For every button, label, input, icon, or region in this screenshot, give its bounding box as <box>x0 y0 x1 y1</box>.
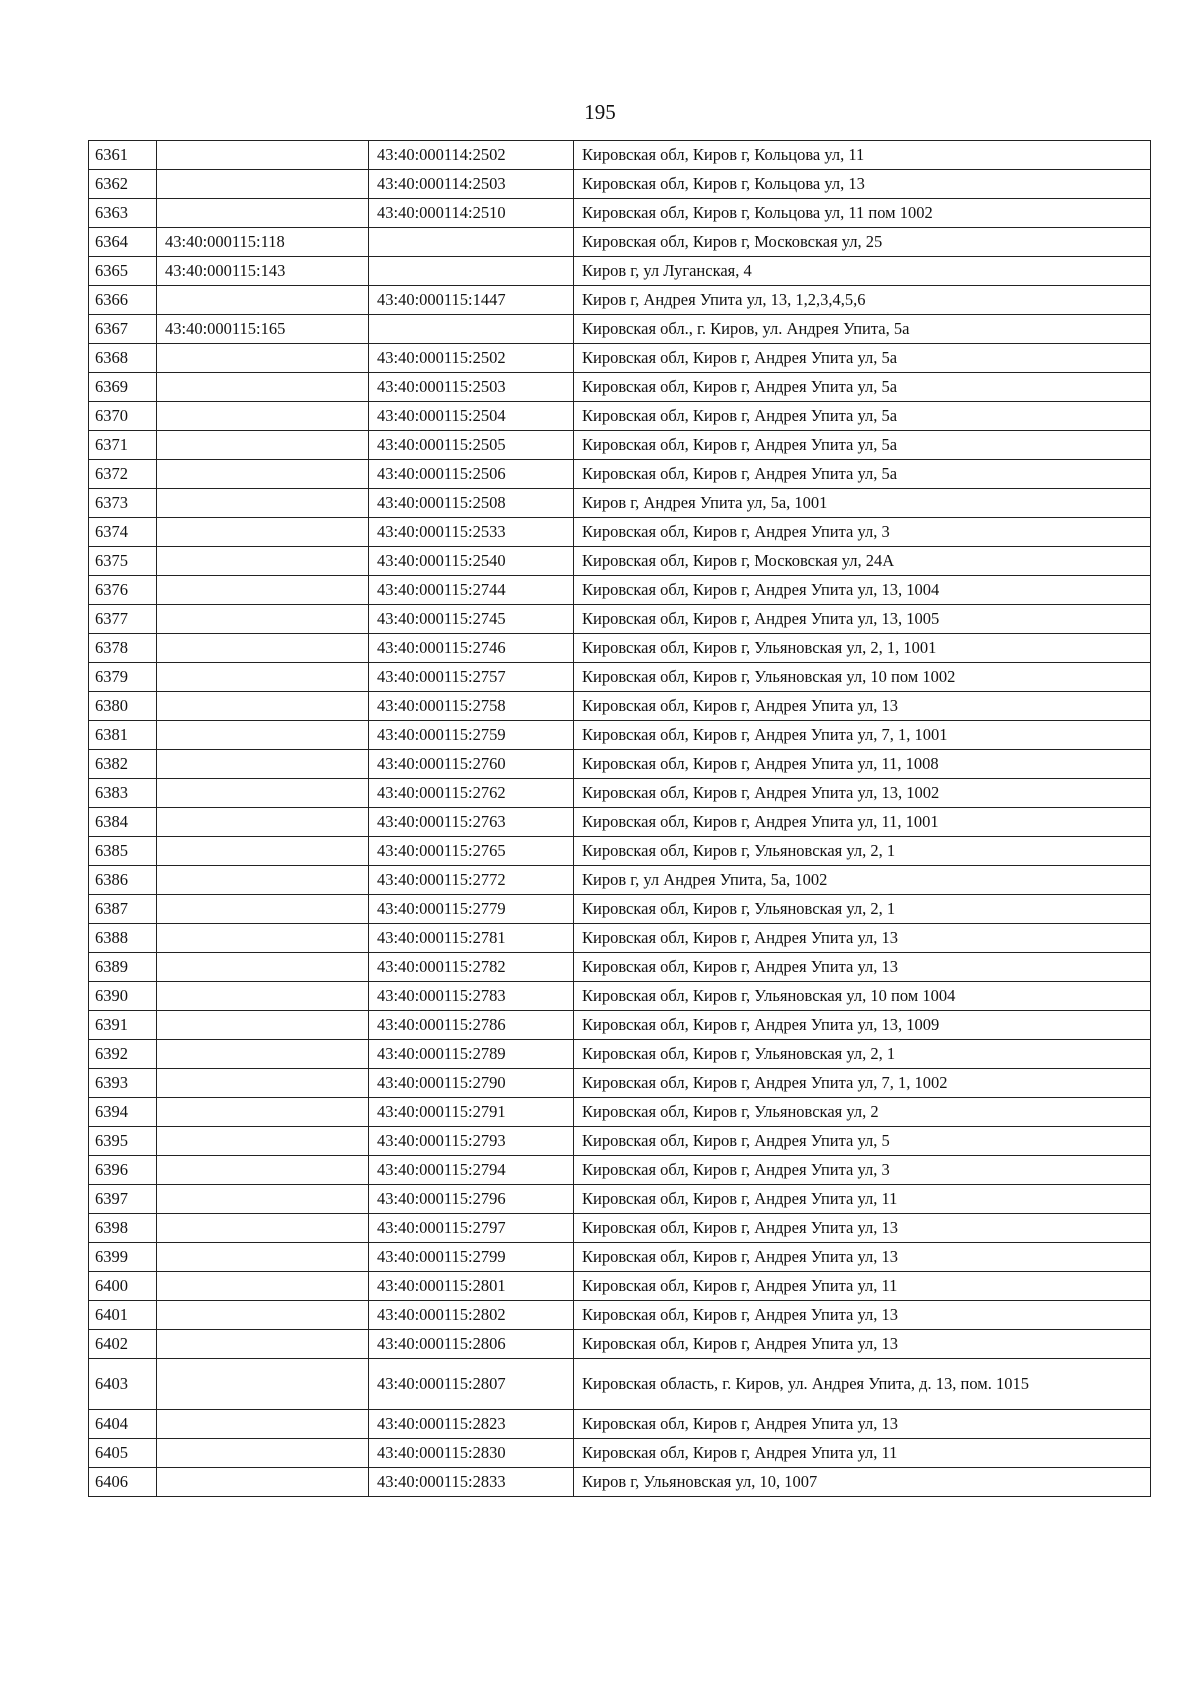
building-cadastral-number-cell: 43:40:000115:2540 <box>369 547 574 576</box>
building-cadastral-number-cell: 43:40:000115:2758 <box>369 692 574 721</box>
page-number: 195 <box>584 100 616 124</box>
address-cell: Кировская обл, Киров г, Ульяновская ул, 2, 1 <box>574 895 1151 924</box>
land-cadastral-number-cell <box>157 866 369 895</box>
land-cadastral-number-cell <box>157 373 369 402</box>
table-row <box>89 141 1151 170</box>
building-cadastral-number-cell: 43:40:000115:2759 <box>369 721 574 750</box>
row-number-cell: 6398 <box>89 1214 157 1243</box>
table-row <box>89 982 1151 1011</box>
table-row <box>89 634 1151 663</box>
address-cell: Кировская обл, Киров г, Андрея Упита ул, 11, 1008 <box>574 750 1151 779</box>
address-cell: Кировская обл, Киров г, Андрея Упита ул, 5а <box>574 402 1151 431</box>
land-cadastral-number-cell <box>157 721 369 750</box>
table-row <box>89 344 1151 373</box>
address-cell: Кировская обл, Киров г, Андрея Упита ул, 5а <box>574 373 1151 402</box>
table-row <box>89 1359 1151 1410</box>
building-cadastral-number-cell <box>369 315 574 344</box>
row-number-cell: 6383 <box>89 779 157 808</box>
address-cell: Кировская обл, Киров г, Ульяновская ул, 2, 1, 1001 <box>574 634 1151 663</box>
table-row <box>89 1410 1151 1439</box>
row-number-cell: 6366 <box>89 286 157 315</box>
row-number-cell: 6399 <box>89 1243 157 1272</box>
building-cadastral-number-cell: 43:40:000115:2763 <box>369 808 574 837</box>
address-cell: Кировская обл, Киров г, Андрея Упита ул, 13 <box>574 1410 1151 1439</box>
address-cell: Кировская обл, Киров г, Андрея Упита ул, 7, 1, 1002 <box>574 1069 1151 1098</box>
table-row <box>89 1098 1151 1127</box>
address-cell: Кировская обл, Киров г, Кольцова ул, 11 <box>574 141 1151 170</box>
land-cadastral-number-cell <box>157 634 369 663</box>
land-cadastral-number-cell <box>157 1127 369 1156</box>
building-cadastral-number-cell: 43:40:000115:2796 <box>369 1185 574 1214</box>
table-row <box>89 750 1151 779</box>
land-cadastral-number-cell <box>157 1156 369 1185</box>
address-cell: Кировская обл, Киров г, Андрея Упита ул, 5 <box>574 1127 1151 1156</box>
land-cadastral-number-cell <box>157 1272 369 1301</box>
table-row <box>89 315 1151 344</box>
address-cell: Кировская обл, Киров г, Московская ул, 24А <box>574 547 1151 576</box>
land-cadastral-number-cell <box>157 1359 369 1410</box>
row-number-cell: 6377 <box>89 605 157 634</box>
land-cadastral-number-cell <box>157 1185 369 1214</box>
address-cell: Кировская обл, Киров г, Андрея Упита ул, 11 <box>574 1439 1151 1468</box>
address-cell: Кировская область, г. Киров, ул. Андрея Упита, д. 13, пом. 1015 <box>574 1359 1151 1410</box>
table-row <box>89 721 1151 750</box>
land-cadastral-number-cell <box>157 1098 369 1127</box>
row-number-cell: 6367 <box>89 315 157 344</box>
table-row <box>89 286 1151 315</box>
table-row <box>89 663 1151 692</box>
row-number-cell: 6382 <box>89 750 157 779</box>
building-cadastral-number-cell: 43:40:000115:2801 <box>369 1272 574 1301</box>
table-row <box>89 1185 1151 1214</box>
building-cadastral-number-cell: 43:40:000115:2786 <box>369 1011 574 1040</box>
land-cadastral-number-cell <box>157 547 369 576</box>
row-number-cell: 6378 <box>89 634 157 663</box>
land-cadastral-number-cell <box>157 460 369 489</box>
building-cadastral-number-cell: 43:40:000115:2779 <box>369 895 574 924</box>
land-cadastral-number-cell: 43:40:000115:165 <box>157 315 369 344</box>
address-cell: Кировская обл, Киров г, Андрея Упита ул, 13 <box>574 1301 1151 1330</box>
land-cadastral-number-cell <box>157 692 369 721</box>
land-cadastral-number-cell <box>157 837 369 866</box>
land-cadastral-number-cell <box>157 170 369 199</box>
address-cell: Кировская обл, Киров г, Андрея Упита ул, 11 <box>574 1185 1151 1214</box>
address-cell: Киров г, ул Андрея Упита, 5а, 1002 <box>574 866 1151 895</box>
table-row <box>89 1069 1151 1098</box>
table-row <box>89 547 1151 576</box>
registry-body <box>89 141 1151 1497</box>
land-cadastral-number-cell <box>157 1301 369 1330</box>
table-row <box>89 837 1151 866</box>
building-cadastral-number-cell: 43:40:000115:2772 <box>369 866 574 895</box>
address-cell: Кировская обл, Киров г, Кольцова ул, 11 пом 1002 <box>574 199 1151 228</box>
table-row <box>89 808 1151 837</box>
land-cadastral-number-cell: 43:40:000115:118 <box>157 228 369 257</box>
table-row <box>89 1127 1151 1156</box>
table-row <box>89 1214 1151 1243</box>
building-cadastral-number-cell: 43:40:000115:2833 <box>369 1468 574 1497</box>
address-cell: Кировская обл, Киров г, Андрея Упита ул, 13 <box>574 692 1151 721</box>
address-cell: Кировская обл, Киров г, Ульяновская ул, 10 пом 1002 <box>574 663 1151 692</box>
address-cell: Кировская обл, Киров г, Андрея Упита ул, 3 <box>574 518 1151 547</box>
row-number-cell: 6363 <box>89 199 157 228</box>
land-cadastral-number-cell <box>157 779 369 808</box>
building-cadastral-number-cell: 43:40:000115:2745 <box>369 605 574 634</box>
land-cadastral-number-cell <box>157 1243 369 1272</box>
building-cadastral-number-cell: 43:40:000115:2830 <box>369 1439 574 1468</box>
address-cell: Кировская обл, Киров г, Андрея Упита ул, 11 <box>574 1272 1151 1301</box>
table-row <box>89 576 1151 605</box>
row-number-cell: 6402 <box>89 1330 157 1359</box>
land-cadastral-number-cell <box>157 1040 369 1069</box>
address-cell: Кировская обл, Киров г, Андрея Упита ул, 13, 1009 <box>574 1011 1151 1040</box>
row-number-cell: 6371 <box>89 431 157 460</box>
address-cell: Кировская обл, Киров г, Андрея Упита ул, 5а <box>574 431 1151 460</box>
land-cadastral-number-cell <box>157 750 369 779</box>
land-cadastral-number-cell <box>157 982 369 1011</box>
address-cell: Кировская обл, Киров г, Андрея Упита ул, 11, 1001 <box>574 808 1151 837</box>
row-number-cell: 6392 <box>89 1040 157 1069</box>
table-row <box>89 605 1151 634</box>
building-cadastral-number-cell <box>369 257 574 286</box>
row-number-cell: 6396 <box>89 1156 157 1185</box>
row-number-cell: 6380 <box>89 692 157 721</box>
address-cell: Кировская обл, Киров г, Ульяновская ул, 10 пом 1004 <box>574 982 1151 1011</box>
row-number-cell: 6374 <box>89 518 157 547</box>
address-cell: Кировская обл, Киров г, Андрея Упита ул, 5а <box>574 460 1151 489</box>
land-cadastral-number-cell <box>157 663 369 692</box>
table-row <box>89 199 1151 228</box>
building-cadastral-number-cell: 43:40:000115:2797 <box>369 1214 574 1243</box>
land-cadastral-number-cell <box>157 286 369 315</box>
land-cadastral-number-cell <box>157 953 369 982</box>
building-cadastral-number-cell: 43:40:000115:2760 <box>369 750 574 779</box>
table-row <box>89 518 1151 547</box>
building-cadastral-number-cell: 43:40:000115:2762 <box>369 779 574 808</box>
table-row <box>89 779 1151 808</box>
row-number-cell: 6376 <box>89 576 157 605</box>
row-number-cell: 6373 <box>89 489 157 518</box>
table-row <box>89 257 1151 286</box>
row-number-cell: 6379 <box>89 663 157 692</box>
row-number-cell: 6375 <box>89 547 157 576</box>
land-cadastral-number-cell <box>157 431 369 460</box>
building-cadastral-number-cell: 43:40:000115:2799 <box>369 1243 574 1272</box>
table-row <box>89 1040 1151 1069</box>
table-row <box>89 373 1151 402</box>
table-row <box>89 1272 1151 1301</box>
row-number-cell: 6384 <box>89 808 157 837</box>
row-number-cell: 6404 <box>89 1410 157 1439</box>
table-row <box>89 431 1151 460</box>
row-number-cell: 6381 <box>89 721 157 750</box>
land-cadastral-number-cell <box>157 605 369 634</box>
row-number-cell: 6370 <box>89 402 157 431</box>
table-row <box>89 402 1151 431</box>
table-row <box>89 692 1151 721</box>
building-cadastral-number-cell: 43:40:000115:2794 <box>369 1156 574 1185</box>
building-cadastral-number-cell: 43:40:000115:2744 <box>369 576 574 605</box>
address-cell: Кировская обл, Киров г, Кольцова ул, 13 <box>574 170 1151 199</box>
land-cadastral-number-cell: 43:40:000115:143 <box>157 257 369 286</box>
land-cadastral-number-cell <box>157 808 369 837</box>
land-cadastral-number-cell <box>157 141 369 170</box>
table-row <box>89 1468 1151 1497</box>
address-cell: Киров г, Ульяновская ул, 10, 1007 <box>574 1468 1151 1497</box>
row-number-cell: 6403 <box>89 1359 157 1410</box>
land-cadastral-number-cell <box>157 1069 369 1098</box>
address-cell: Кировская обл, Киров г, Андрея Упита ул, 13 <box>574 1243 1151 1272</box>
building-cadastral-number-cell: 43:40:000115:2781 <box>369 924 574 953</box>
building-cadastral-number-cell <box>369 228 574 257</box>
building-cadastral-number-cell: 43:40:000115:2802 <box>369 1301 574 1330</box>
row-number-cell: 6369 <box>89 373 157 402</box>
table-row <box>89 1011 1151 1040</box>
building-cadastral-number-cell: 43:40:000115:2790 <box>369 1069 574 1098</box>
land-cadastral-number-cell <box>157 518 369 547</box>
building-cadastral-number-cell: 43:40:000115:2506 <box>369 460 574 489</box>
land-cadastral-number-cell <box>157 1011 369 1040</box>
table-row <box>89 460 1151 489</box>
address-cell: Киров г, Андрея Упита ул, 5а, 1001 <box>574 489 1151 518</box>
building-cadastral-number-cell: 43:40:000115:2765 <box>369 837 574 866</box>
row-number-cell: 6393 <box>89 1069 157 1098</box>
table-row <box>89 1330 1151 1359</box>
building-cadastral-number-cell: 43:40:000115:2789 <box>369 1040 574 1069</box>
table-row <box>89 1439 1151 1468</box>
building-cadastral-number-cell: 43:40:000115:2746 <box>369 634 574 663</box>
row-number-cell: 6364 <box>89 228 157 257</box>
table-row <box>89 895 1151 924</box>
address-cell: Кировская обл, Киров г, Андрея Упита ул, 13, 1005 <box>574 605 1151 634</box>
row-number-cell: 6368 <box>89 344 157 373</box>
address-cell: Кировская обл, Киров г, Андрея Упита ул, 5а <box>574 344 1151 373</box>
building-cadastral-number-cell: 43:40:000115:2782 <box>369 953 574 982</box>
address-cell: Кировская обл, Киров г, Андрея Упита ул, 13 <box>574 924 1151 953</box>
table-row <box>89 1243 1151 1272</box>
address-cell: Кировская обл, Киров г, Андрея Упита ул, 13, 1002 <box>574 779 1151 808</box>
table-row <box>89 1156 1151 1185</box>
land-cadastral-number-cell <box>157 895 369 924</box>
table-row <box>89 953 1151 982</box>
building-cadastral-number-cell: 43:40:000115:2823 <box>369 1410 574 1439</box>
row-number-cell: 6397 <box>89 1185 157 1214</box>
building-cadastral-number-cell: 43:40:000115:2807 <box>369 1359 574 1410</box>
registry-table <box>88 140 1151 1497</box>
row-number-cell: 6386 <box>89 866 157 895</box>
building-cadastral-number-cell: 43:40:000115:2508 <box>369 489 574 518</box>
address-cell: Кировская обл, Киров г, Андрея Упита ул, 3 <box>574 1156 1151 1185</box>
row-number-cell: 6372 <box>89 460 157 489</box>
address-cell: Кировская обл, Киров г, Ульяновская ул, 2 <box>574 1098 1151 1127</box>
building-cadastral-number-cell: 43:40:000115:2783 <box>369 982 574 1011</box>
address-cell: Кировская обл., г. Киров, ул. Андрея Упита, 5а <box>574 315 1151 344</box>
land-cadastral-number-cell <box>157 924 369 953</box>
land-cadastral-number-cell <box>157 199 369 228</box>
table-row <box>89 866 1151 895</box>
row-number-cell: 6390 <box>89 982 157 1011</box>
row-number-cell: 6394 <box>89 1098 157 1127</box>
land-cadastral-number-cell <box>157 576 369 605</box>
row-number-cell: 6395 <box>89 1127 157 1156</box>
address-cell: Кировская обл, Киров г, Московская ул, 25 <box>574 228 1151 257</box>
land-cadastral-number-cell <box>157 1410 369 1439</box>
table-row <box>89 228 1151 257</box>
building-cadastral-number-cell: 43:40:000114:2502 <box>369 141 574 170</box>
land-cadastral-number-cell <box>157 402 369 431</box>
building-cadastral-number-cell: 43:40:000114:2510 <box>369 199 574 228</box>
land-cadastral-number-cell <box>157 1214 369 1243</box>
building-cadastral-number-cell: 43:40:000115:2757 <box>369 663 574 692</box>
address-cell: Кировская обл, Киров г, Андрея Упита ул, 13 <box>574 953 1151 982</box>
row-number-cell: 6405 <box>89 1439 157 1468</box>
row-number-cell: 6387 <box>89 895 157 924</box>
row-number-cell: 6400 <box>89 1272 157 1301</box>
row-number-cell: 6406 <box>89 1468 157 1497</box>
building-cadastral-number-cell: 43:40:000115:2505 <box>369 431 574 460</box>
address-cell: Киров г, ул Луганская, 4 <box>574 257 1151 286</box>
address-cell: Кировская обл, Киров г, Андрея Упита ул, 13 <box>574 1330 1151 1359</box>
table-row <box>89 924 1151 953</box>
land-cadastral-number-cell <box>157 344 369 373</box>
address-cell: Кировская обл, Киров г, Ульяновская ул, 2, 1 <box>574 1040 1151 1069</box>
address-cell: Кировская обл, Киров г, Ульяновская ул, 2, 1 <box>574 837 1151 866</box>
building-cadastral-number-cell: 43:40:000115:2791 <box>369 1098 574 1127</box>
row-number-cell: 6391 <box>89 1011 157 1040</box>
table-row <box>89 489 1151 518</box>
address-cell: Кировская обл, Киров г, Андрея Упита ул, 13 <box>574 1214 1151 1243</box>
building-cadastral-number-cell: 43:40:000115:1447 <box>369 286 574 315</box>
land-cadastral-number-cell <box>157 1468 369 1497</box>
table-row <box>89 1301 1151 1330</box>
table-row <box>89 170 1151 199</box>
land-cadastral-number-cell <box>157 1330 369 1359</box>
building-cadastral-number-cell: 43:40:000114:2503 <box>369 170 574 199</box>
building-cadastral-number-cell: 43:40:000115:2502 <box>369 344 574 373</box>
row-number-cell: 6365 <box>89 257 157 286</box>
row-number-cell: 6388 <box>89 924 157 953</box>
land-cadastral-number-cell <box>157 489 369 518</box>
address-cell: Кировская обл, Киров г, Андрея Упита ул, 7, 1, 1001 <box>574 721 1151 750</box>
building-cadastral-number-cell: 43:40:000115:2806 <box>369 1330 574 1359</box>
row-number-cell: 6389 <box>89 953 157 982</box>
building-cadastral-number-cell: 43:40:000115:2503 <box>369 373 574 402</box>
row-number-cell: 6385 <box>89 837 157 866</box>
building-cadastral-number-cell: 43:40:000115:2533 <box>369 518 574 547</box>
row-number-cell: 6362 <box>89 170 157 199</box>
building-cadastral-number-cell: 43:40:000115:2793 <box>369 1127 574 1156</box>
row-number-cell: 6401 <box>89 1301 157 1330</box>
row-number-cell: 6361 <box>89 141 157 170</box>
address-cell: Кировская обл, Киров г, Андрея Упита ул, 13, 1004 <box>574 576 1151 605</box>
land-cadastral-number-cell <box>157 1439 369 1468</box>
building-cadastral-number-cell: 43:40:000115:2504 <box>369 402 574 431</box>
address-cell: Киров г, Андрея Упита ул, 13, 1,2,3,4,5,6 <box>574 286 1151 315</box>
